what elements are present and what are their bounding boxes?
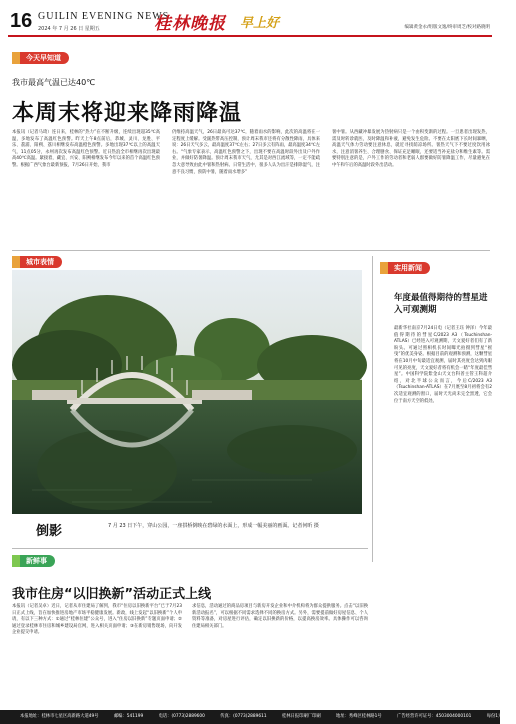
section-tag-city: 城市表情 xyxy=(12,256,62,268)
weather-subhead: 我市最高气温已达40℃ xyxy=(12,78,96,87)
photo-caption: 7 月 23 日下午，穿山公园，一座拱桥倒映在碧绿的水面上，形成一幅美丽的画面。记者何昕 摄 xyxy=(108,523,319,529)
section-tag-weather: 今天早知道 xyxy=(12,52,69,64)
section-divider-bottom xyxy=(12,548,368,549)
page-number: 16 xyxy=(10,10,33,32)
footer-printer: 桂林日报印刷厂印刷 xyxy=(281,714,321,719)
masthead-rule xyxy=(8,35,492,37)
weather-headline: 本周末将迎来降雨降温 xyxy=(12,101,243,126)
photo-label: 倒影 xyxy=(36,524,63,539)
footer-bar xyxy=(0,710,503,724)
footer-phone: 电话：(0773)2889600 xyxy=(158,714,205,719)
housing-column-1: 本报讯（记者吴卓）近日，记者从市住建局了解到，我市“住房以旧换新平台”已于7月23日正式上线，旨在加快推进房地产市场平稳健康发展。新政，线上发起“以旧换新”个人申请，有以下三种方式：①通过“桂林住建”公众号，进入“住房以旧换新”专题页面申请；②通过登录桂林市住房和城乡建设局官网，进入相关页面申请；③在新房销售现场，向开发企业提交申请。 xyxy=(12,604,182,636)
editors-line: 编辑黄金永/组版文逸/终审周芝/校对路晓明 xyxy=(404,25,490,30)
section-tag-news: 新鲜事 xyxy=(12,555,55,567)
section-divider xyxy=(12,250,490,251)
comet-headline: 年度最值得期待的彗星进入可观测期 xyxy=(394,293,488,315)
comet-body: 最新华社南京7月24日电（记者王珏 钟泽）今年最值得期待的彗星C/2023 A3（Tsuchinshan-ATLAS）已经进入可观测期，天文爱好者们有了新盼头。可通过照相机长时间曝光拍摄到彗星“摇曳”的优美身姿。根据目前的观测和预测，这颗彗星将在10月中旬最适宜观测，届时其亮度会达到肉眼可见的亮度，天文爱好者将有机会一睹“年度最佳彗星”。中国科学院紫金山天文台科普主管王科超介绍，对北半球公众而言，今后C/2023 A3（Tsuchinshan-ATLAS）在7月底至8月初将会有2次适宜观测的窗口，届时天光尚未完全黑透，它会位于南方天空的低处。 xyxy=(394,326,492,404)
column-divider xyxy=(372,256,373,562)
section-tag-practical: 实用新闻 xyxy=(380,262,430,274)
footer-address: 本报地址：桂林市七星区高新路大道49号 xyxy=(20,714,99,719)
newspaper-english-name: GUILIN EVENING NEWS xyxy=(38,11,170,22)
bridge-reflection-image xyxy=(12,270,362,514)
housing-headline: 我市住房“以旧换新”活动正式上线 xyxy=(12,587,212,602)
issue-date: 2024 年 7 月 26 日 星期五 xyxy=(38,26,100,32)
footer-fax: 传真：(0773)2889611 xyxy=(220,714,267,719)
bridge-reflection-photo xyxy=(12,270,362,514)
masthead xyxy=(0,0,500,38)
weather-column-1: 本报讯（记者马琦）连日来，桂林的“热力”在不断升级，连续出现超35℃高温，多地发布了高温红色预警。昨天上午8点前后，恭城、灵川、龙胜、平乐、荔浦、阳朔、荔川相继发布高温橙色预警。多地出现37℃以上的高温天气，11点05分，永州再次发布高温红色预警。近日热浪全市相继再次出现最高40℃高温。紧接着，藏宜、兴安、阳朔相继发布今年以来的首个高温红色预警。根据广西气象台最新预报，7月26日开始，我市 xyxy=(12,130,160,168)
footer-postcode: 邮编：541199 xyxy=(113,714,144,719)
newspaper-logo: 桂林晚报 xyxy=(154,14,226,34)
housing-column-2: 求信息，活动通过的商品房项目与新房开发企业和中介机构将为群众提供服务。点击“以旧换新活动报名”，可以根据不同需求选择不同的换房方式。另外，需要提前做好房屋信息、个人资料等准备，对房屋进行评估，确定以旧换新的价格，以提高换房效率。具体操作可以咨询住建局相关部门。 xyxy=(192,604,368,629)
footer-printer-address: 地址：秀峰区桂林路1号 xyxy=(336,714,382,719)
footer-ad-license: 广告经营许可证号：4503004000101 xyxy=(397,714,472,719)
section-title: 早上好 xyxy=(240,16,280,31)
footer-price: 每份1元 xyxy=(486,714,503,719)
weather-column-2: 仍维持高温天气，26日最高可达37℃，随着雨水的影响，此次的高温将在一定程度上缓解。受副热带高压控制，预计周末我市还将有分散性降雨，具体来说：26日天气多云，最高温度37℃左右；27日多云有阵雨，最高温度34℃左右。“气象专家表示，高温红色预警之下，出现不要在高温时段外出及户外作业，并做好防暑降温。预计周末我市天气，尤其是对西江流域等，一定不能疏忽大意导致由此中暑和热射病。日常生活中，很多人认为出汗是排除湿气，注意不良习惯，预防中暑，随着雨水增多” xyxy=(172,130,320,175)
weather-column-3: 暑中暑。从西藏冲暴发展为热射病只是一个由积变渐的过程。一旦患者出现发热，需及时转诊就医，及时降温和补液，避免发生危险。不要在太阳底下长时间暴晒，高温天气体力劳动要注意休息，就近寻找荫凉场所。暑热天气下不要过度饮用冰水，注意消暑养生、合理膳食、保证充足睡眠，还要适当补充盐分和维生素等。需要特别注意的是，户外工作的劳动者和老弱人群要做好防暑降温工作，尽量避免在中午和午后的高温时段外出活动。 xyxy=(332,130,490,168)
